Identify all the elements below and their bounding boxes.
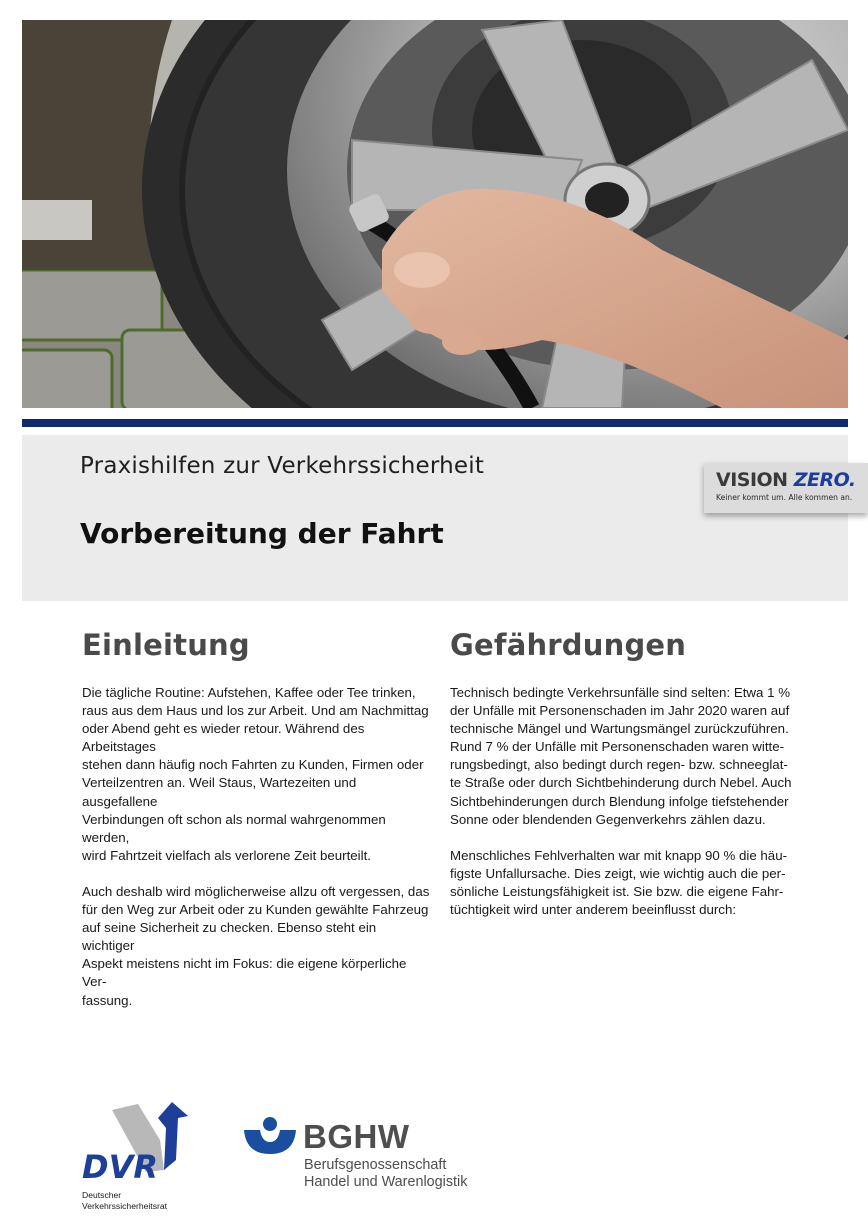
bghw-name: BGHW bbox=[303, 1118, 410, 1155]
paragraph: Menschliches Fehlverhalten war mit knapp 90 % die häu- figste Unfallursache. Dies zeigt, wie wichtig auch die per- sönliche Leistungsfähigkeit ist. Sie bzw. die eigene Fahr- tüchtigkeit wird unter anderem beeinflusst durch: bbox=[450, 847, 788, 918]
section-heading: Einleitung bbox=[82, 628, 250, 662]
paragraph: Auch deshalb wird möglicherweise allzu oft vergessen, das für den Weg zur Arbeit oder zu Kunden gewählte Fahrzeug auf seine Sicherheit zu checken. Ebenso steht ein wichtiger Aspekt meistens nicht im Fokus: die eigene körperliche Ver- fassung. bbox=[82, 883, 430, 1008]
navy-divider bbox=[22, 419, 848, 427]
bghw-subtitle bbox=[304, 1157, 467, 1191]
dvr-caption-line2: Verkehrssicherheitsrat bbox=[82, 1200, 168, 1211]
paragraph: Die tägliche Routine: Aufstehen, Kaffee oder Tee trinken, raus aus dem Haus und los zur Arbeit. Und am Nachmittag oder Abend geht es wieder retour. Während des Arbeitstages stehen dann häufig noch Fahrten zu Kunden, Firmen oder Verteilzentren an. Weil Staus, Wartezeiten und ausgefallene Verbindungen oft schon als normal wahrgenommen werden, wird Fahrtzeit vielfach als verlorene Zeit beurteilt. bbox=[82, 685, 429, 863]
title-band bbox=[22, 435, 856, 601]
section-einleitung bbox=[82, 628, 430, 1028]
section-heading: Gefährdungen bbox=[450, 628, 687, 662]
dvr-caption bbox=[82, 1190, 167, 1211]
bghw-subtitle-line2: Handel und Warenlogistik bbox=[304, 1174, 468, 1190]
vision-zero-badge bbox=[704, 463, 868, 513]
page-title: Vorbereitung der Fahrt bbox=[80, 517, 444, 550]
paragraph: Technisch bedingte Verkehrsunfälle sind selten: Etwa 1 % der Unfälle mit Personenschaden im Jahr 2020 waren auf technische Mängel und Wartungsmängel zurückzuführen. Rund 7 % der Unfälle mit Personenschaden waren witte- rungsbedingt, also bedingt durch regen- bzw. schneeglat- te Straße oder durch Sichtbehinderung durch Nebel. Auch Sichtbehinderungen durch Blendung infolge tiefstehender Sonne oder blendenden Gegenverkehrs zählen dazu. bbox=[450, 685, 792, 827]
tire-pressure-photo bbox=[22, 20, 848, 408]
vision-zero-wordmark bbox=[716, 469, 856, 491]
hero-photo bbox=[22, 20, 848, 408]
vision-zero-tagline: Keiner kommt um. Alle kommen an. bbox=[716, 493, 853, 502]
vision-word: VISION bbox=[716, 469, 788, 491]
zero-word: ZERO. bbox=[793, 469, 856, 491]
dvr-caption-line1: Deutscher bbox=[82, 1190, 122, 1200]
series-title: Praxishilfen zur Verkehrssicherheit bbox=[80, 453, 485, 479]
dvr-mark: DVR bbox=[82, 1148, 158, 1186]
bghw-subtitle-line1: Berufsgenossenschaft bbox=[304, 1157, 447, 1173]
bghw-logo-mark bbox=[244, 1116, 296, 1156]
section-gefaehrdungen bbox=[450, 628, 792, 937]
